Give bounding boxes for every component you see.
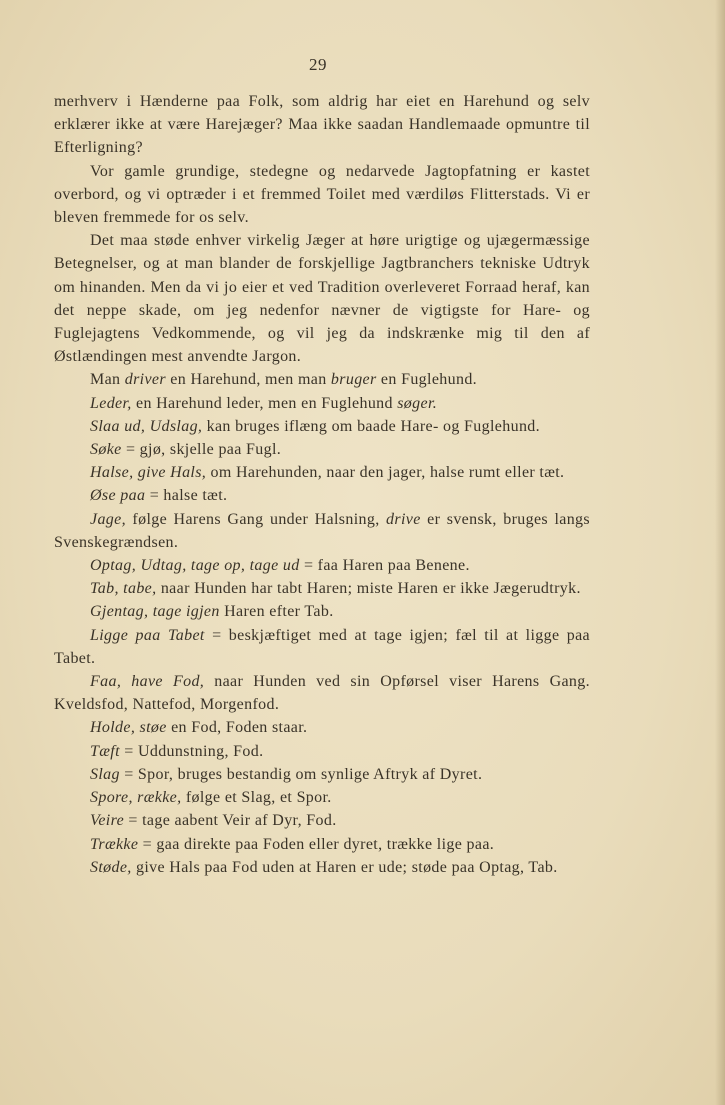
glossary-entry bbox=[54, 461, 590, 484]
glossary-term: Optag, Udtag, tage op, tage ud bbox=[90, 557, 300, 575]
glossary-entry bbox=[54, 740, 590, 763]
glossary-entry bbox=[54, 763, 590, 786]
glossary-term: Jage, bbox=[90, 510, 126, 528]
glossary-term: Veire bbox=[90, 812, 125, 830]
glossary-term: Søke bbox=[90, 441, 122, 459]
glossary-term: Trække bbox=[90, 835, 139, 853]
glossary-entry bbox=[54, 786, 590, 809]
body-text bbox=[54, 90, 590, 879]
text-segment: kan bruges iflæng om baade Hare- og Fuglehund. bbox=[202, 417, 540, 435]
text-segment: en Harehund, men man bbox=[165, 371, 331, 389]
glossary-term: Holde, støe bbox=[90, 719, 167, 737]
glossary-entry bbox=[54, 438, 590, 461]
glossary-term: Leder, bbox=[90, 394, 132, 412]
glossary-entry bbox=[54, 716, 590, 739]
paragraph bbox=[54, 90, 590, 160]
text-segment: naar Hunden har tabt Haren; miste Haren er ikke Jægerudtryk. bbox=[156, 580, 581, 598]
text-segment: give Hals paa Fod uden at Haren er ude; støde paa Optag, Tab. bbox=[131, 858, 558, 876]
text-segment: = beskjæftiget med at tage igjen; fæl til at ligge paa Tabet. bbox=[54, 626, 591, 667]
text-segment: en Fod, Foden staar. bbox=[166, 719, 308, 737]
text-segment: = halse tæt. bbox=[145, 487, 228, 505]
glossary-entry bbox=[54, 809, 590, 832]
glossary-entry bbox=[54, 554, 590, 577]
text-segment: = gjø, skjelle paa Fugl. bbox=[121, 441, 282, 459]
glossary-entry bbox=[54, 508, 590, 554]
glossary-term: Slag bbox=[90, 765, 120, 783]
text-segment: = gaa direkte paa Foden eller dyret, trække lige paa. bbox=[138, 835, 495, 853]
text-segment: Man bbox=[90, 371, 125, 389]
text-segment: = Spor, bruges bestandig om synlige Aftryk af Dyret. bbox=[119, 765, 483, 783]
text-segment: naar Hunden ved sin Opførsel viser Harens Gang. Kveldsfod, Nattefod, Morgenfod. bbox=[54, 673, 590, 714]
glossary-term: Tæft bbox=[90, 742, 120, 760]
glossary-entry bbox=[54, 577, 590, 600]
glossary-term: Tab, tabe, bbox=[90, 580, 157, 598]
text-segment: Vor gamle grundige, stedegne og nedarvede Jagtopfatning er kastet overbord, og vi optræder i et fremmed Toilet med værdiløs Flitterstads. Vi er bleven fremmede for os selv. bbox=[54, 162, 590, 227]
glossary-term: Støde, bbox=[90, 858, 132, 876]
glossary-term: Faa, have Fod, bbox=[90, 673, 205, 691]
glossary-term: søger. bbox=[397, 394, 438, 412]
glossary-term: Gjentag, tage igjen bbox=[90, 603, 220, 621]
glossary-entry bbox=[54, 670, 590, 716]
glossary-term: Ligge paa Tabet bbox=[90, 626, 205, 644]
glossary-term: Halse, give Hals, bbox=[90, 464, 207, 482]
glossary-entry bbox=[54, 600, 590, 623]
text-segment: en Harehund leder, men en Fuglehund bbox=[131, 394, 398, 412]
text-segment: følge Harens Gang under Halsning, bbox=[125, 510, 387, 528]
glossary-term: driver bbox=[124, 371, 166, 389]
glossary-entry bbox=[54, 856, 590, 879]
glossary-term: Spore, række, bbox=[90, 789, 182, 807]
text-segment: = Uddunstning, Fod. bbox=[119, 742, 264, 760]
page-number: 29 bbox=[309, 55, 327, 74]
text-segment: = tage aabent Veir af Dyr, Fod. bbox=[124, 812, 337, 830]
glossary-entry bbox=[54, 484, 590, 507]
text-segment: merhverv i Hænderne paa Folk, som aldrig har eiet en Harehund og selv erklærer ikke at være Harejæger? Maa ikke saadan Handlemaade opmuntre til Efterligning? bbox=[54, 93, 590, 157]
glossary-term: Slaa ud, Udslag, bbox=[90, 417, 203, 435]
glossary-entry bbox=[54, 415, 590, 438]
glossary-term: Øse paa bbox=[90, 487, 146, 505]
glossary-entry bbox=[54, 368, 590, 391]
paragraph bbox=[54, 229, 590, 368]
text-segment: er svensk, bruges langs Svenskegrændsen. bbox=[54, 510, 590, 551]
glossary-term: drive bbox=[386, 510, 421, 528]
glossary-entry bbox=[54, 833, 590, 856]
glossary-entry bbox=[54, 392, 590, 415]
text-segment: = faa Haren paa Benene. bbox=[299, 557, 470, 575]
text-segment: en Fuglehund. bbox=[376, 371, 478, 389]
text-segment: Haren efter Tab. bbox=[219, 603, 334, 621]
page-edge-shadow bbox=[715, 0, 725, 1105]
glossary-term: bruger bbox=[330, 371, 377, 389]
text-segment: om Harehunden, naar den jager, halse rumt eller tæt. bbox=[206, 464, 565, 482]
glossary-entry bbox=[54, 624, 590, 670]
text-segment: Det maa støde enhver virkelig Jæger at høre urigtige og ujægermæssige Betegnelser, og at man blander de forskjellige Jagtbranchers tekniske Udtryk om hinanden. Men da vi jo eier et ved Tradition overleveret Forraad heraf, kan det neppe skade, om jeg nedenfor nævner de vigtigste for Hare- og Fuglejagtens Vedkommende, og vil jeg da indskrænke mig til den af Østlændingen mest anvendte Jargon. bbox=[54, 232, 590, 366]
paragraph bbox=[54, 160, 590, 230]
text-segment: følge et Slag, et Spor. bbox=[181, 789, 332, 807]
